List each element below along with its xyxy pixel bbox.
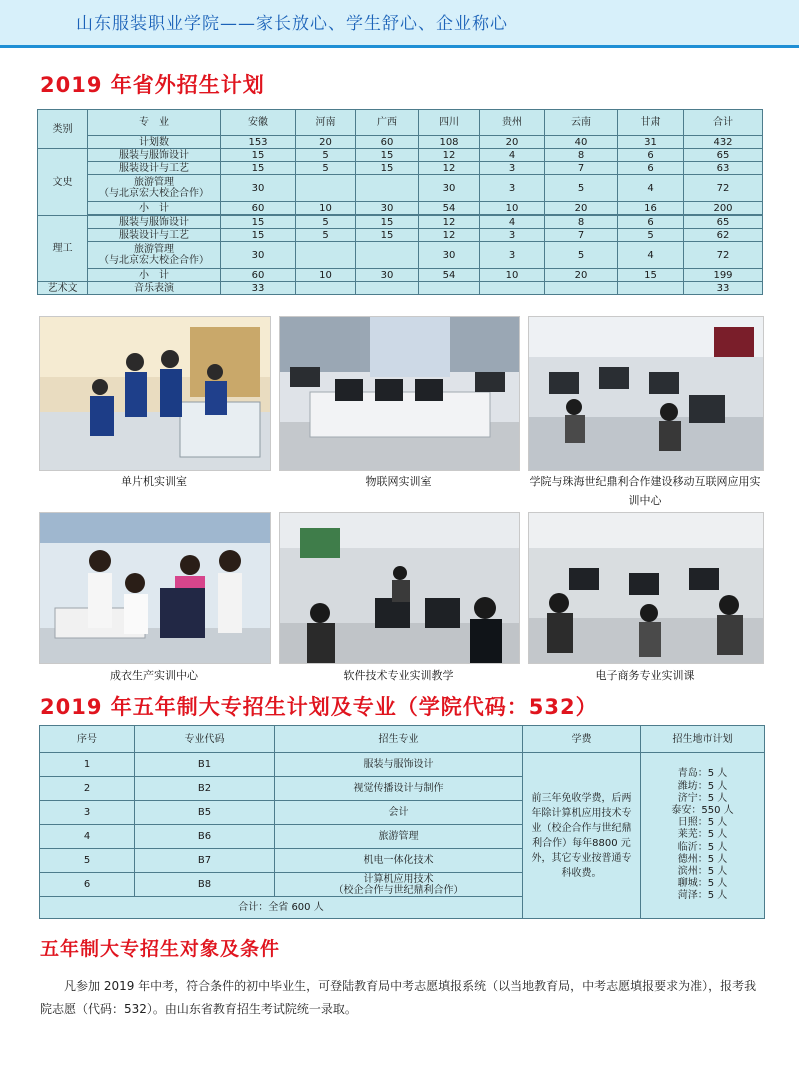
value-cell: 15: [221, 229, 296, 242]
quota-item: 菏泽：5 人: [677, 890, 728, 902]
header-fee: 学费: [523, 726, 641, 753]
header-divider: [0, 45, 799, 48]
value-cell: 3: [480, 175, 545, 202]
photo-software-teaching: [279, 512, 520, 664]
value-cell: [296, 242, 356, 269]
table-row: [38, 149, 763, 162]
value-cell: 30: [419, 175, 480, 202]
category-wenshi: 文史: [38, 149, 88, 216]
category-ligong: 理工: [38, 216, 88, 282]
photo-iot-lab: [279, 316, 520, 471]
value-cell: 60: [221, 202, 296, 215]
photo-ecommerce-class: [528, 512, 764, 664]
row-no: 5: [40, 849, 135, 873]
value-cell: 15: [221, 162, 296, 175]
row-code: B5: [135, 801, 275, 825]
header-category: 类别: [38, 110, 88, 149]
plan-count-cell: 31: [618, 136, 684, 149]
value-cell: 30: [356, 269, 419, 282]
value-cell: 8: [545, 216, 618, 229]
plan-count-cell: 20: [296, 136, 356, 149]
value-cell: 15: [356, 149, 419, 162]
value-cell: [545, 282, 618, 295]
value-cell: [618, 282, 684, 295]
row-code: B1: [135, 753, 275, 777]
out-of-province-plan-table: [37, 109, 763, 295]
header-anhui: 安徽: [221, 110, 296, 136]
value-cell: 4: [618, 242, 684, 269]
row-no: 3: [40, 801, 135, 825]
value-cell: 6: [618, 149, 684, 162]
value-cell: 54: [419, 202, 480, 215]
major-cell: 旅游管理 （与北京宏大校企合作）: [88, 242, 221, 269]
quota-item: 聊城：5 人: [677, 878, 728, 890]
value-cell: [419, 282, 480, 295]
plan-count-cell: 60: [356, 136, 419, 149]
value-cell: 72: [684, 242, 763, 269]
value-cell: [356, 242, 419, 269]
value-cell: 12: [419, 149, 480, 162]
value-cell: 30: [221, 175, 296, 202]
value-cell: 15: [221, 216, 296, 229]
value-cell: 3: [480, 229, 545, 242]
value-cell: 4: [480, 149, 545, 162]
value-cell: 16: [618, 202, 684, 215]
row-code: B8: [135, 873, 275, 897]
header-no: 序号: [40, 726, 135, 753]
value-cell: 3: [480, 162, 545, 175]
header-sichuan: 四川: [419, 110, 480, 136]
caption-mobile-internet-center: 学院与珠海世纪鼎利合作建设移动互联网应用实训中心: [529, 475, 761, 507]
quota-item: 临沂：5 人: [677, 841, 728, 853]
row-major: 服装与服饰设计: [275, 753, 523, 777]
value-cell: 15: [221, 149, 296, 162]
value-cell: [356, 282, 419, 295]
quota-item: 济宁：5 人: [677, 792, 728, 804]
value-cell: 15: [356, 162, 419, 175]
caption-ecommerce-class: 电子商务专业实训课: [595, 669, 695, 682]
value-cell: [356, 175, 419, 202]
value-cell: 12: [419, 229, 480, 242]
eligibility-paragraph: 凡参加 2019 年中考，符合条件的初中毕业生，可登陆教育局中考志愿填报系统（以当地教育局，中考志愿填报要求为准），报考我院志愿（代码：532）。由山东省教育招生考试院统一录取。: [40, 979, 757, 1016]
caption-garment-production: 成衣生产实训中心: [110, 669, 198, 682]
value-cell: 12: [419, 216, 480, 229]
value-cell: 6: [618, 216, 684, 229]
value-cell: 10: [480, 269, 545, 282]
header-total: 合计: [684, 110, 763, 136]
section-title-eligibility: 五年制大专招生对象及条件: [40, 938, 281, 960]
quota-item: 德州：5 人: [677, 853, 728, 865]
art-row: [38, 282, 763, 295]
header-code: 专业代码: [135, 726, 275, 753]
major-cell: 旅游管理 （与北京宏大校企合作）: [88, 175, 221, 202]
quota-item: 潍坊：5 人: [677, 780, 728, 792]
city-quota-list: [641, 753, 765, 919]
value-cell: 5: [545, 175, 618, 202]
row-no: 4: [40, 825, 135, 849]
value-cell: 3: [480, 242, 545, 269]
value-cell: 4: [480, 216, 545, 229]
row-no: 6: [40, 873, 135, 897]
header-gansu: 甘肃: [618, 110, 684, 136]
photo-mcu-lab: [39, 316, 271, 471]
value-cell: 15: [618, 269, 684, 282]
major-cell: 音乐表演: [88, 282, 221, 295]
row-code: B2: [135, 777, 275, 801]
subtotal-label: 小 计: [88, 269, 221, 282]
caption-mcu-lab: 单片机实训室: [121, 475, 187, 488]
value-cell: 6: [618, 162, 684, 175]
header-major: 招生专业: [275, 726, 523, 753]
header-yunnan: 云南: [545, 110, 618, 136]
value-cell: 4: [618, 175, 684, 202]
value-cell: 30: [419, 242, 480, 269]
table-header-row: [38, 110, 763, 136]
value-cell: 65: [684, 149, 763, 162]
header-major: 专 业: [88, 110, 221, 136]
value-cell: 5: [296, 229, 356, 242]
quota-item: 泰安：550 人: [671, 804, 734, 816]
value-cell: 33: [684, 282, 763, 295]
value-cell: 15: [356, 229, 419, 242]
value-cell: [296, 282, 356, 295]
value-cell: 199: [684, 269, 763, 282]
row-no: 1: [40, 753, 135, 777]
header-banner: [0, 0, 799, 45]
value-cell: 65: [684, 216, 763, 229]
value-cell: [480, 282, 545, 295]
row-code: B7: [135, 849, 275, 873]
plan-count-cell: 432: [684, 136, 763, 149]
row-code: B6: [135, 825, 275, 849]
table-row: [38, 162, 763, 175]
five-year-plan-table: [39, 725, 765, 919]
photo-mobile-internet-center: [528, 316, 764, 471]
row-major: 视觉传播设计与制作: [275, 777, 523, 801]
value-cell: 54: [419, 269, 480, 282]
quota-item: 青岛：5 人: [677, 768, 728, 780]
value-cell: 15: [356, 216, 419, 229]
value-cell: 10: [296, 202, 356, 215]
row-no: 2: [40, 777, 135, 801]
category-art: 艺术文: [38, 282, 88, 295]
value-cell: 7: [545, 162, 618, 175]
table-row: [38, 216, 763, 229]
value-cell: 8: [545, 149, 618, 162]
major-cell: 服装设计与工艺: [88, 229, 221, 242]
value-cell: 5: [545, 242, 618, 269]
quota-item: 日照：5 人: [677, 817, 728, 829]
plan-count-cell: 40: [545, 136, 618, 149]
plan-count-cell: 153: [221, 136, 296, 149]
total-label: 合计：全省 600 人: [40, 897, 523, 919]
value-cell: [296, 175, 356, 202]
value-cell: 62: [684, 229, 763, 242]
row-major: 计算机应用技术 （校企合作与世纪鼎利合作）: [275, 873, 523, 897]
section-title-out-of-province: 2019 年省外招生计划: [40, 73, 265, 97]
value-cell: 7: [545, 229, 618, 242]
row-major: 机电一体化技术: [275, 849, 523, 873]
plan-count-cell: 108: [419, 136, 480, 149]
value-cell: 60: [221, 269, 296, 282]
value-cell: 200: [684, 202, 763, 215]
value-cell: 20: [545, 202, 618, 215]
fee-description: 前三年免收学费，后两年除计算机应用技术专业（校企合作与世纪鼎利合作）每年8800 元外，其它专业按普通专科收费。: [523, 753, 641, 919]
plan-count-cell: 20: [480, 136, 545, 149]
row-major: 旅游管理: [275, 825, 523, 849]
header-quota: 招生地市计划: [641, 726, 765, 753]
value-cell: 10: [296, 269, 356, 282]
major-cell: 服装与服饰设计: [88, 216, 221, 229]
value-cell: 30: [221, 242, 296, 269]
header-henan: 河南: [296, 110, 356, 136]
value-cell: 10: [480, 202, 545, 215]
header-guizhou: 贵州: [480, 110, 545, 136]
table-row: [40, 753, 765, 777]
table-header-row: [40, 726, 765, 753]
value-cell: 5: [296, 216, 356, 229]
value-cell: 5: [296, 149, 356, 162]
value-cell: 12: [419, 162, 480, 175]
caption-software-teaching: 软件技术专业实训教学: [343, 669, 454, 682]
major-cell: 服装与服饰设计: [88, 149, 221, 162]
plan-count-label: 计划数: [88, 136, 221, 149]
caption-iot-lab: 物联网实训室: [365, 475, 432, 488]
value-cell: 30: [356, 202, 419, 215]
plan-count-row: [38, 136, 763, 149]
table-row: [38, 242, 763, 269]
major-cell: 服装设计与工艺: [88, 162, 221, 175]
value-cell: 20: [545, 269, 618, 282]
subtotal-row: [38, 269, 763, 282]
table-row: [38, 175, 763, 202]
header-guangxi: 广西: [356, 110, 419, 136]
quota-item: 滨州：5 人: [677, 866, 728, 877]
photo-garment-production: [39, 512, 271, 664]
value-cell: 63: [684, 162, 763, 175]
subtotal-row: [38, 202, 763, 215]
banner-slogan: 山东服装职业学院——家长放心、学生舒心、企业称心: [76, 14, 508, 34]
section-title-five-year: 2019 年五年制大专招生计划及专业（学院代码：532）: [40, 695, 598, 719]
value-cell: 5: [618, 229, 684, 242]
value-cell: 5: [296, 162, 356, 175]
table-row: [38, 229, 763, 242]
value-cell: 33: [221, 282, 296, 295]
quota-item: 莱芜：5 人: [677, 829, 728, 841]
row-major: 会计: [275, 801, 523, 825]
value-cell: 72: [684, 175, 763, 202]
subtotal-label: 小 计: [88, 202, 221, 215]
